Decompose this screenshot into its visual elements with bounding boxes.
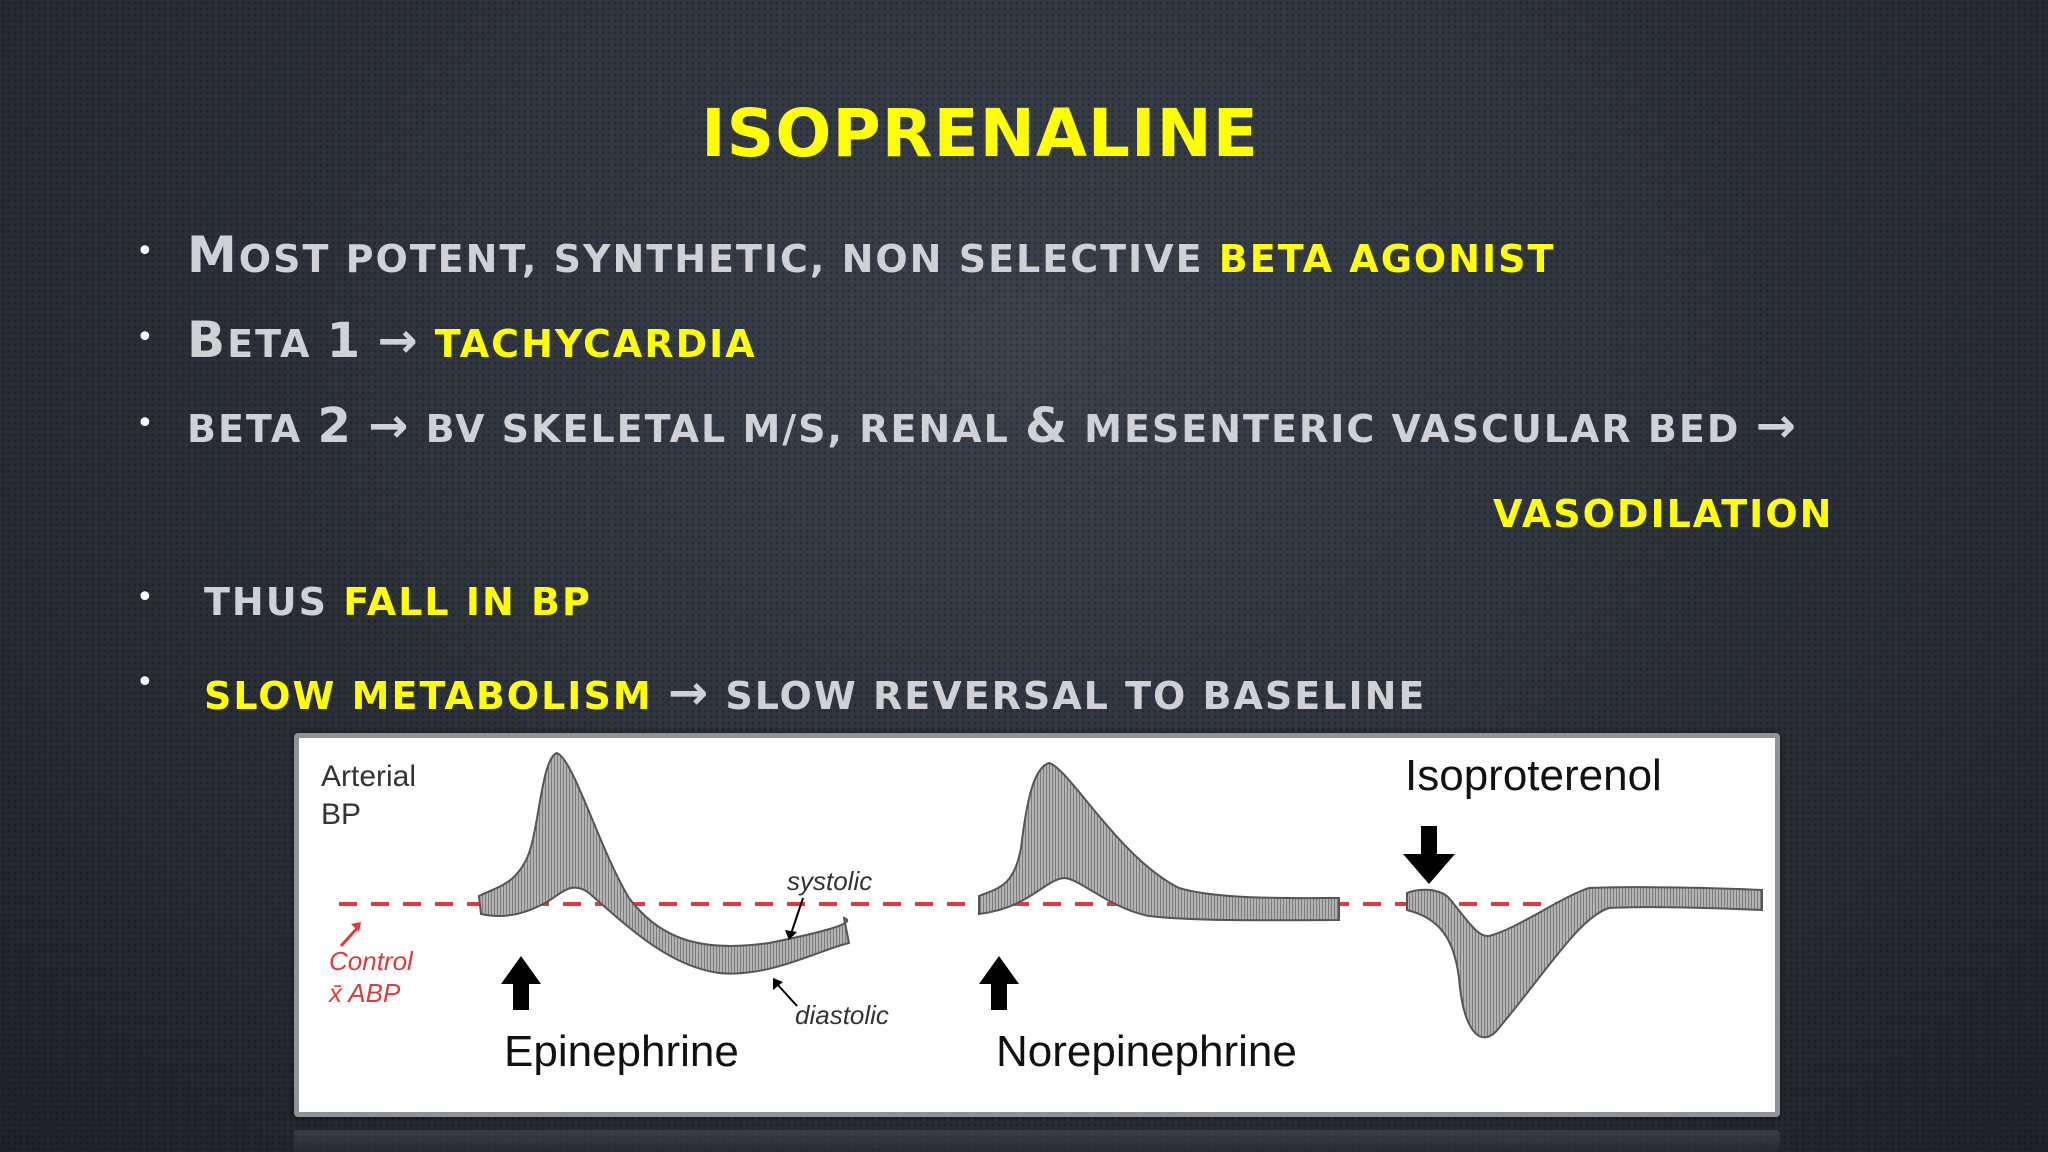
y-axis-label-2: BP: [321, 798, 362, 831]
vasodilation-label: VASODILATION: [1493, 492, 1834, 536]
arrow-right-icon: →: [667, 665, 711, 721]
bullet-4-text: THUS: [204, 580, 344, 624]
injection-arrow-icon: [979, 956, 1019, 1010]
bullet-2-number: 1: [326, 313, 363, 369]
bullet-3: [187, 398, 1798, 454]
bullet-4: [204, 580, 592, 624]
bullet-3-number: 2: [317, 398, 353, 454]
epinephrine-bp-band: [479, 753, 849, 974]
arrow-right-icon: →: [1755, 398, 1798, 454]
bullet-2-highlight: TACHYCARDIA: [434, 322, 757, 366]
bullet-dot: •: [136, 580, 154, 615]
injection-arrow-icon: [501, 956, 541, 1010]
bullet-2-initial: B: [187, 311, 228, 369]
control-mean-abp-label: x̄ ABP: [329, 978, 401, 1008]
arrow-right-icon: →: [368, 398, 411, 454]
ampersand: &: [1025, 398, 1069, 454]
norepinephrine-bp-band: [979, 763, 1339, 920]
norepinephrine-label: Norepinephrine: [996, 1027, 1297, 1076]
control-label: Control: [329, 946, 413, 976]
bullet-1: [187, 226, 1555, 284]
isoproterenol-label: Isoproterenol: [1405, 751, 1662, 800]
bullet-4-highlight: FALL IN BP: [343, 580, 592, 624]
diastolic-pointer: [777, 984, 797, 1006]
bullet-dot: •: [136, 234, 154, 269]
slide-title: ISOPRENALINE: [701, 95, 1259, 172]
bullet-3-highlight: [1493, 492, 1833, 536]
bullet-1-text: OST POTENT, SYNTHETIC, NON SELECTIVE: [238, 237, 1219, 281]
injection-arrow-icon: [1403, 826, 1455, 884]
bullet-2: [187, 311, 757, 369]
isoproterenol-bp-band: [1407, 887, 1762, 1037]
bullet-1-initial: M: [187, 226, 239, 284]
diastolic-label: diastolic: [795, 1000, 889, 1030]
bp-response-diagram: [299, 738, 1775, 1112]
bullet-5-text: SLOW REVERSAL TO BASELINE: [725, 674, 1427, 718]
bullet-3-text-2: BV SKELETAL M/S, RENAL: [410, 407, 1026, 451]
bullet-5-highlight: SLOW METABOLISM: [204, 674, 653, 718]
bullet-3-text: BETA: [187, 407, 318, 451]
bullet-3-text-3: MESENTERIC VASCULAR BED: [1068, 407, 1756, 451]
bullet-5: [204, 665, 1426, 721]
epinephrine-label: Epinephrine: [504, 1027, 739, 1076]
bp-diagram-panel: [294, 733, 1780, 1117]
bullet-dot: •: [136, 320, 154, 355]
panel-reflection: [294, 1130, 1780, 1152]
y-axis-label: Arterial: [321, 760, 417, 793]
bullet-2-text: ETA: [227, 322, 327, 366]
systolic-label: systolic: [787, 866, 873, 896]
bullet-dot: •: [136, 665, 154, 700]
bullet-dot: •: [136, 406, 154, 441]
arrow-right-icon: →: [377, 313, 420, 369]
bullet-1-highlight: BETA AGONIST: [1218, 237, 1556, 281]
